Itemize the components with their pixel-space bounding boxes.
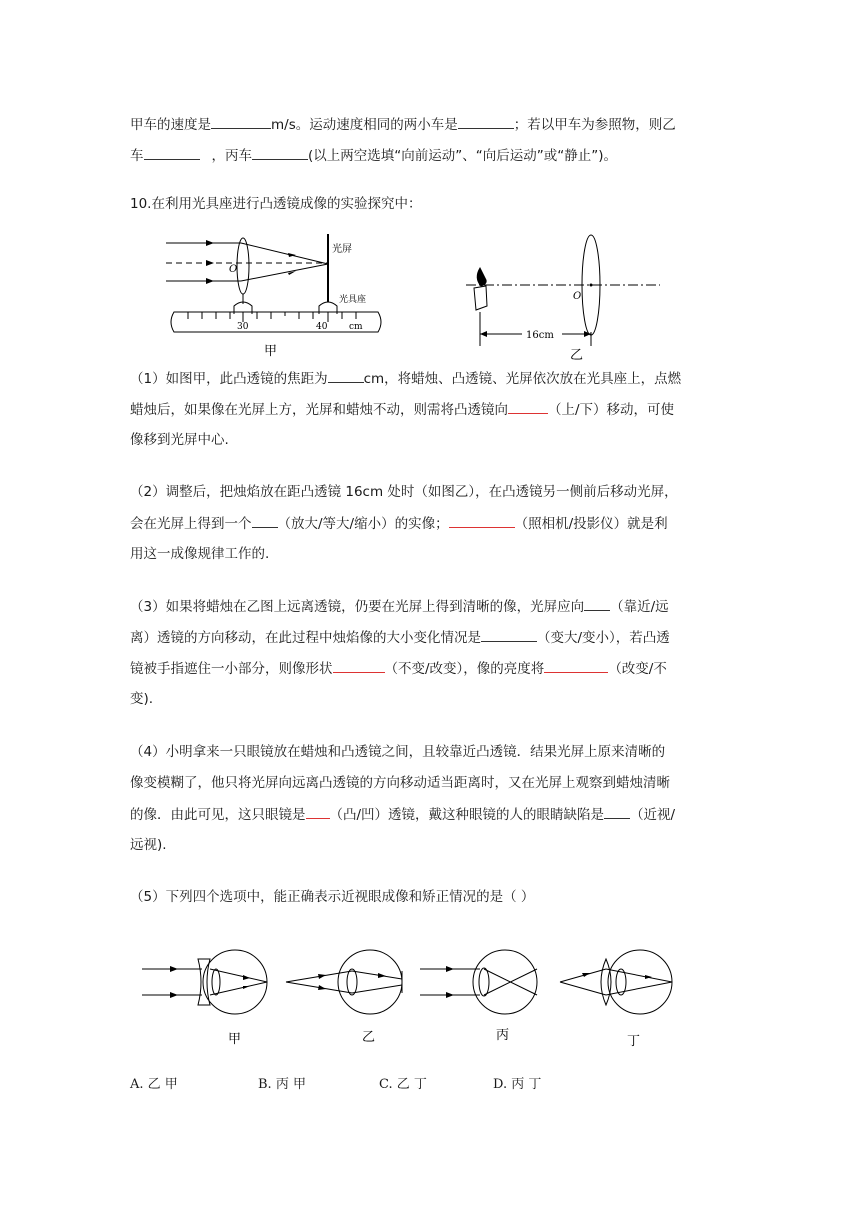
- answer-blank[interactable]: [449, 513, 515, 528]
- eye-diagrams: [130, 935, 690, 1055]
- figure-caption: 甲: [264, 344, 278, 359]
- answer-blank[interactable]: [458, 114, 514, 129]
- part-2-line-2: 会在光屏上得到一个 （放大/等大/缩小）的实像； （照相机/投影仪）就是利: [130, 513, 668, 534]
- part-3-line-1: （3）如果将蜡烛在乙图上远离透镜，仍要在光屏上得到清晰的像，光屏应向 （靠近/远: [130, 596, 669, 617]
- screen-label: 光屏: [332, 244, 352, 255]
- part-3-line-4: 变).: [130, 691, 154, 707]
- option-c[interactable]: C. 乙 丁: [379, 1077, 427, 1092]
- eye-label-ding: 丁: [627, 1034, 641, 1049]
- part-3-line-2: 离）透镜的方向移动，在此过程中烛焰像的大小变化情况是 （变大/变小），若凸透: [130, 627, 670, 648]
- answer-blank[interactable]: [211, 114, 271, 129]
- lens-center-label: O: [573, 291, 582, 302]
- figure-caption: 乙: [570, 348, 584, 363]
- tick-label-30: 30: [237, 322, 249, 332]
- unit-label: cm: [349, 322, 363, 332]
- answer-blank[interactable]: [481, 627, 537, 642]
- part-1-line-3: 像移到光屏中心.: [130, 432, 229, 448]
- answer-blank[interactable]: [604, 804, 630, 819]
- eye-label-yi: 乙: [362, 1030, 376, 1045]
- answer-blank[interactable]: [508, 399, 548, 414]
- distance-label: 16cm: [526, 330, 554, 341]
- bench-label: 光具座: [339, 295, 367, 305]
- q9-line-2: 车 ，丙车 (以上两空选填“向前运动”、“向后运动”或“静止”)。: [130, 145, 617, 166]
- part-2-line-1: （2）调整后，把烛焰放在距凸透镜 16cm 处时（如图乙），在凸透镜另一侧前后移动光屏，: [130, 484, 678, 500]
- answer-blank[interactable]: [584, 596, 610, 611]
- answer-blank[interactable]: [252, 513, 278, 528]
- option-d[interactable]: D. 丙 丁: [493, 1077, 542, 1092]
- q9-line-1: 甲车的速度是 m/s。运动速度相同的两小车是 ；若以甲车为参照物，则乙: [130, 114, 676, 135]
- answer-blank[interactable]: [544, 658, 608, 673]
- figure-yi: [460, 228, 670, 363]
- part-4-line-4: 远视).: [130, 837, 167, 853]
- eye-label-bing: 丙: [496, 1028, 510, 1043]
- part-1-line-2: 蜡烛后，如果像在光屏上方，光屏和蜡烛不动，则需将凸透镜向 （上/下）移动，可使: [130, 399, 674, 420]
- part-4-line-2: 像变模糊了，他只将光屏向远离凸透镜的方向移动适当距离时，又在光屏上观察到蜡烛清晰: [130, 775, 670, 791]
- part-3-line-3: 镜被手指遮住一小部分，则像形状 （不变/改变），像的亮度将 （改变/不: [130, 658, 667, 679]
- part-1-line-1: （1）如图甲，此凸透镜的焦距为 cm，将蜡烛、凸透镜、光屏依次放在光具座上，点燃: [130, 368, 681, 389]
- tick-label-40: 40: [316, 322, 328, 332]
- answer-blank[interactable]: [144, 145, 200, 160]
- answer-blank[interactable]: [252, 145, 308, 160]
- part-2-line-3: 用这一成像规律工作的.: [130, 546, 270, 562]
- answer-blank[interactable]: [333, 658, 385, 673]
- answer-blank[interactable]: [306, 804, 330, 819]
- lens-center-label: O: [229, 264, 238, 275]
- part-4-line-3: 的像．由此可见，这只眼镜是 （凸/凹）透镜，戴这种眼镜的人的眼睛缺陷是 （近视/: [130, 804, 675, 825]
- option-a[interactable]: A. 乙 甲: [130, 1077, 178, 1092]
- question-title: 10.在利用光具座进行凸透镜成像的实验探究中：: [130, 196, 422, 212]
- part-5-stem: （5）下列四个选项中，能正确表示近视眼成像和矫正情况的是（ ）: [130, 889, 535, 905]
- figure-jia: [158, 228, 390, 363]
- option-b[interactable]: B. 丙 甲: [258, 1077, 306, 1092]
- answer-blank[interactable]: [328, 368, 364, 383]
- part-4-line-1: （4）小明拿来一只眼镜放在蜡烛和凸透镜之间，且较靠近凸透镜．结果光屏上原来清晰的: [130, 744, 666, 760]
- eye-label-jia: 甲: [228, 1032, 242, 1047]
